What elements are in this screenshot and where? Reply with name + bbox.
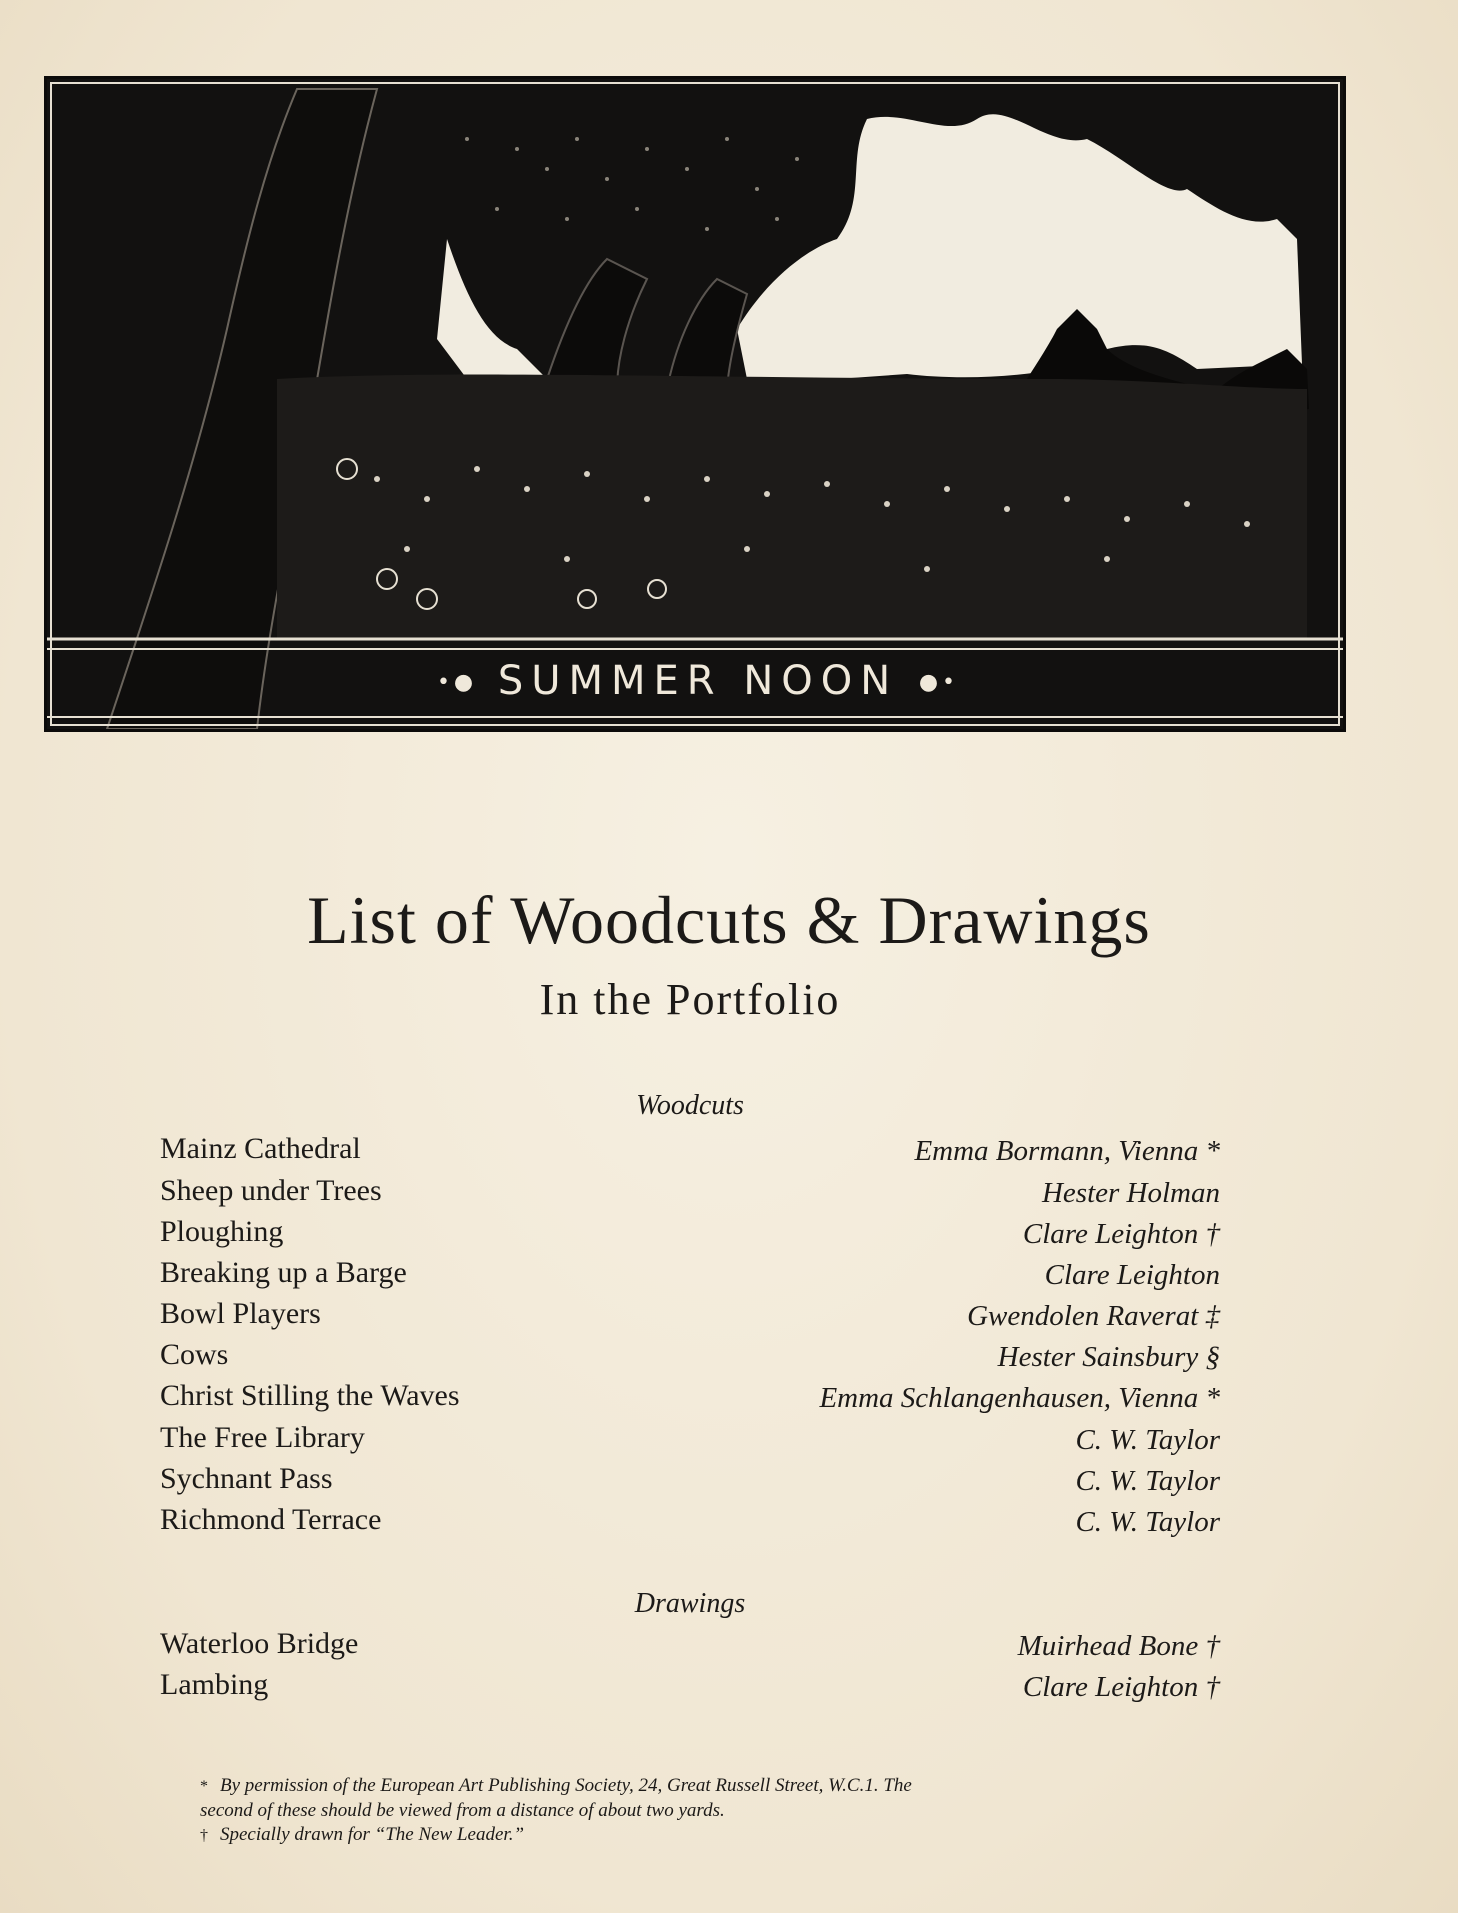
work-artist: Hester Sainsbury § bbox=[997, 1341, 1220, 1373]
work-title: Sychnant Pass bbox=[160, 1462, 333, 1495]
list-item bbox=[160, 1375, 1220, 1417]
work-artist: Hester Holman bbox=[1041, 1177, 1220, 1209]
woodcuts-label: Woodcuts bbox=[636, 1090, 744, 1121]
work-title: Sheep under Trees bbox=[160, 1174, 382, 1207]
list-item bbox=[160, 1458, 1220, 1500]
list-item bbox=[160, 1664, 1220, 1706]
list-item bbox=[160, 1623, 1220, 1665]
list-item bbox=[160, 1170, 1220, 1212]
work-title: Ploughing bbox=[160, 1215, 284, 1248]
footnote-mark: † bbox=[200, 1827, 208, 1844]
work-title: Breaking up a Barge bbox=[160, 1256, 407, 1289]
list-item bbox=[160, 1417, 1220, 1459]
woodcut-caption bbox=[47, 651, 1349, 713]
work-artist: C. W. Taylor bbox=[1075, 1465, 1220, 1497]
footnote-text: By permission of the European Art Publishing Society, 24, Great Russell Street, W.C.1. The bbox=[220, 1775, 912, 1796]
list-item bbox=[160, 1334, 1220, 1376]
work-artist: Gwendolen Raverat ‡ bbox=[967, 1300, 1220, 1332]
footnote-2 bbox=[200, 1823, 1200, 1848]
work-artist: Emma Schlangenhausen, Vienna * bbox=[819, 1382, 1220, 1414]
ornament-dots-icon: •● bbox=[436, 670, 478, 695]
page-title: List of Woodcuts & Drawings bbox=[307, 882, 1151, 958]
work-title: Waterloo Bridge bbox=[160, 1627, 359, 1660]
footnote-text: Specially drawn for “The New Leader.” bbox=[220, 1824, 525, 1845]
work-artist: C. W. Taylor bbox=[1075, 1506, 1220, 1538]
work-title: Lambing bbox=[160, 1668, 269, 1701]
drawings-label: Drawings bbox=[634, 1588, 746, 1619]
work-title: Christ Stilling the Waves bbox=[160, 1379, 460, 1412]
woodcut-caption-text: SUMMER NOON bbox=[497, 658, 899, 704]
woodcut-image-icon bbox=[47, 79, 1343, 729]
work-title: Mainz Cathedral bbox=[160, 1132, 361, 1165]
work-artist: Muirhead Bone † bbox=[1017, 1630, 1220, 1662]
footnote-mark: * bbox=[200, 1778, 208, 1795]
work-artist: Clare Leighton † bbox=[1022, 1671, 1220, 1703]
list-item bbox=[160, 1293, 1220, 1335]
work-title: Bowl Players bbox=[160, 1297, 321, 1330]
work-artist: Clare Leighton † bbox=[1022, 1218, 1220, 1250]
footnote-1 bbox=[200, 1774, 1200, 1799]
work-title: Richmond Terrace bbox=[160, 1503, 382, 1536]
work-title: The Free Library bbox=[160, 1421, 365, 1454]
work-artist: Clare Leighton bbox=[1044, 1259, 1220, 1291]
footnotes bbox=[200, 1774, 1200, 1848]
list-item bbox=[160, 1499, 1220, 1541]
footnote-1-continued: second of these should be viewed from a distance of about two yards. bbox=[200, 1800, 725, 1821]
work-artist: C. W. Taylor bbox=[1075, 1424, 1220, 1456]
woodcut-illustration bbox=[44, 76, 1346, 732]
ornament-dots-icon: ●• bbox=[918, 670, 960, 695]
list-item bbox=[160, 1128, 1220, 1170]
page-subtitle: In the Portfolio bbox=[539, 975, 841, 1024]
work-title: Cows bbox=[160, 1338, 229, 1371]
list-item bbox=[160, 1211, 1220, 1253]
work-artist: Emma Bormann, Vienna * bbox=[914, 1135, 1220, 1167]
list-item bbox=[160, 1252, 1220, 1294]
